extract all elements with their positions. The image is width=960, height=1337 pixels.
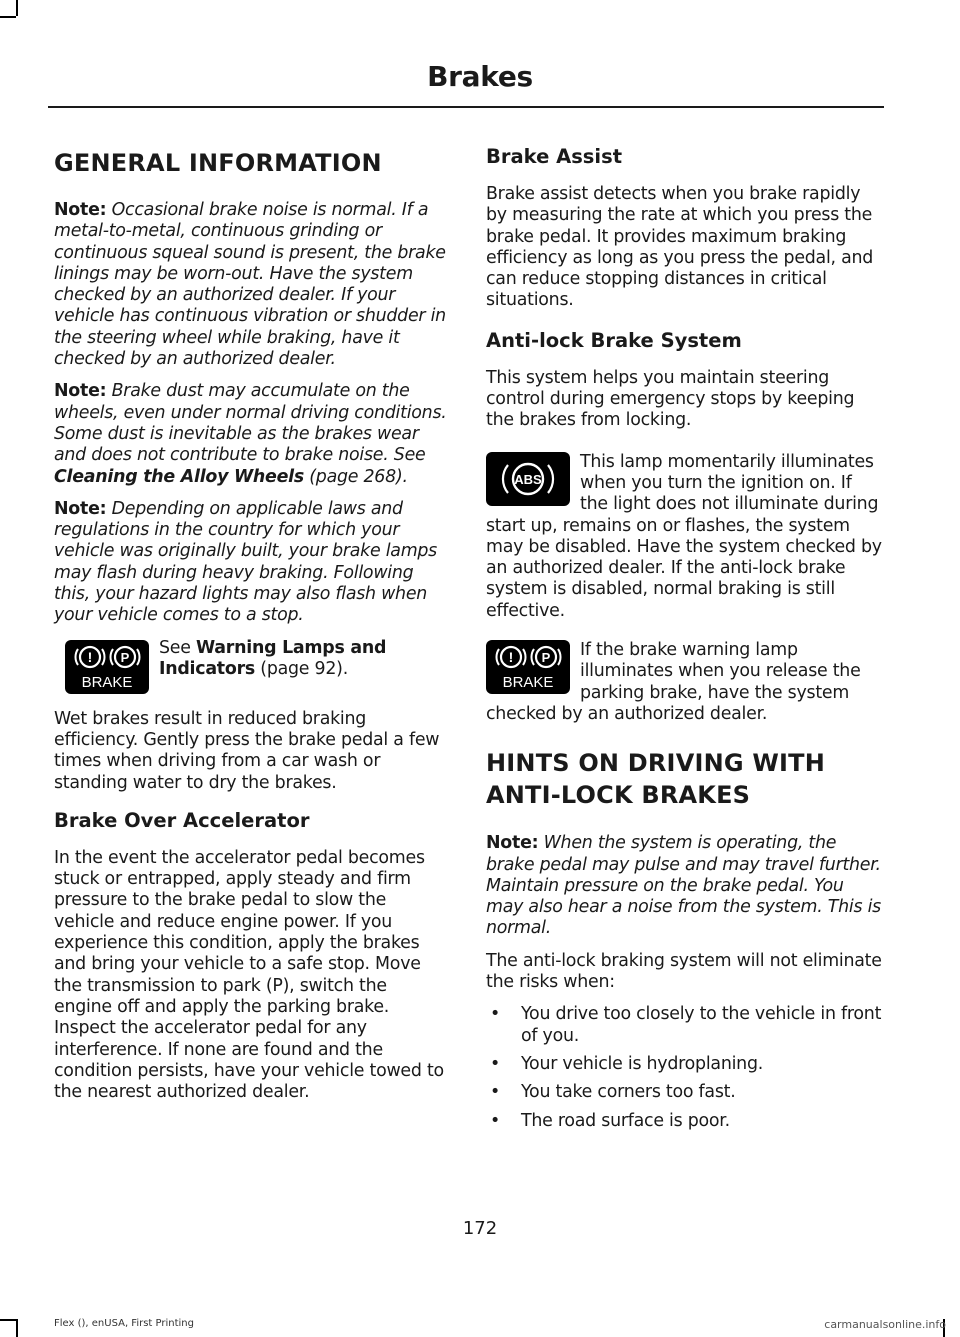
brake-assist-paragraph: Brake assist detects when you brake rapidly by measuring the rate at which you press the brake pedal. It provides maximum braking efficiency as long as you press the pedal, and can reduce stopping distances in critical situations. [486,184,874,311]
footer-edition: Flex (), enUSA, First Printing [54,1318,194,1329]
xref-warning-lamps[interactable]: Warning Lamps and Indicators [159,637,387,679]
abs-warning-icon [486,452,570,506]
brake-warning-icon [65,640,149,694]
list-item [486,1004,882,1047]
subheading-brake-assist: Brake Assist [486,145,623,168]
see-warning-lamps-block [54,638,448,698]
risks-intro: The anti-lock braking system will not eliminate the risks when: [486,950,882,993]
left-column [54,148,448,1114]
bullet-icon: • [490,1004,501,1025]
subheading-anti-lock-brake-system: Anti-lock Brake System [486,328,742,352]
section-heading-general-information: GENERAL INFORMATION [54,149,382,177]
brake-lamp-paragraph: If the brake warning lamp illuminates when you release the parking brake, have the system checked by an authorized dealer. [486,640,861,724]
svg-text:!: ! [87,648,93,665]
note-label: Note: [54,200,107,220]
brake-warning-symbol [486,640,570,694]
page-number: 172 [462,1218,498,1239]
crop-mark [0,16,16,18]
crop-mark [16,0,18,16]
abs-warning-symbol [486,452,570,506]
list-item-text: The road surface is poor. [521,1110,730,1131]
brake-over-accelerator-paragraph: In the event the accelerator pedal becomes stuck or entrapped, apply steady and firm pressure to the brake pedal to slow the vehicle and reduce engine power. If you experience this condition, apply the brakes and bring your vehicle to a safe stop. Move the transmission to park (P), switch the engine off and apply the parking brake. Inspect the accelerator pedal for any interference. If none are found and the condition persists, have your vehicle towed to the nearest authorized dealer. [54,847,444,1103]
note-label: Note: [54,498,107,519]
note-brake-dust [54,381,448,487]
brake-icon-label: BRAKE [81,673,133,691]
list-item-text: Your vehicle is hydroplaning. [521,1053,764,1074]
crop-mark [0,1319,16,1321]
brake-warning-symbol [65,640,149,694]
list-item [486,1082,882,1103]
section-heading-hints-line1: HINTS ON DRIVING WITH [486,749,825,778]
header-divider [48,106,884,108]
brake-icon-label: BRAKE [502,674,554,692]
note-label: Note: [486,833,539,854]
note-system-operating [486,833,882,939]
section-heading-hints-line2: ANTI-LOCK BRAKES [486,781,751,810]
abs-lamp-paragraph: This lamp momentarily illuminates when you turn the ignition on. If the light does not illuminate during start up, remains on or flashes, the system may be disabled. Have the system checked by an authorized dealer. If the anti-lock brake system is disabled, normal braking is still effective. [486,451,882,621]
xref-page: (page 268). [309,466,408,487]
crop-mark [16,1319,18,1337]
brake-warning-icon [486,640,570,694]
abs-lamp-block [486,452,882,622]
note-text: Occasional brake noise is normal. If a metal-to-metal, continuous grinding or continuous squeal sound is present, the brake linings may be worn-out. Have the system checked by an authorized dealer. If your vehicle has continuous vibration or shudder in the steering wheel while braking, have it checked by an authorized dealer. [54,200,446,370]
note-brake-noise [54,200,448,370]
see-label: See [159,637,191,658]
watermark: carmanualsonline.info [824,1318,946,1331]
brake-lamp-block [486,640,882,725]
bullet-icon: • [490,1053,501,1074]
bullet-icon: • [490,1082,501,1103]
list-item [486,1111,882,1132]
page-title: Brakes [427,60,533,93]
list-item [486,1054,882,1075]
risks-list [486,1004,882,1131]
svg-text:P: P [120,649,130,665]
subheading-brake-over-accelerator: Brake Over Accelerator [54,808,310,832]
list-item-text: You drive too closely to the vehicle in front of you. [521,1004,882,1046]
abs-paragraph: This system helps you maintain steering control during emergency stops by keeping the brakes from locking. [486,367,855,431]
xref-page: (page 92). [260,658,348,679]
svg-text:!: ! [508,649,514,666]
note-text: Depending on applicable laws and regulations in the country for which your vehicle was originally built, your brake lamps may flash during heavy braking. Following this, your hazard lights may also flash when your vehicle comes to a stop. [54,498,437,626]
list-item-text: You take corners too fast. [521,1082,736,1103]
abs-icon-label: ABS [514,471,542,487]
xref-cleaning-alloy-wheels[interactable]: Cleaning the Alloy Wheels [54,466,304,487]
right-column [486,144,882,1139]
wet-brakes-paragraph: Wet brakes result in reduced braking efficiency. Gently press the brake pedal a few times when driving from a car wash or standing water to dry the brakes. [54,708,440,793]
bullet-icon: • [490,1110,501,1131]
note-text: When the system is operating, the brake pedal may pulse and may travel further. Maintain pressure on the brake pedal. You may also hear a noise from the system. This is normal. [486,833,881,939]
svg-text:P: P [541,650,551,666]
note-brake-lamps [54,499,448,627]
note-label: Note: [54,381,107,402]
note-text: Brake dust may accumulate on the wheels, even under normal driving conditions. Some dust is inevitable as the brakes wear and does not contribute to brake noise. See [54,381,447,466]
